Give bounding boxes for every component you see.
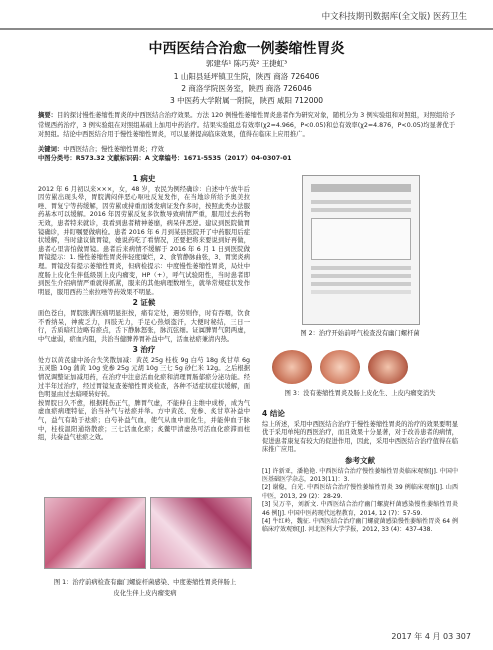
- article-title: 中西医结合治愈一例萎缩性胃炎: [148, 41, 345, 57]
- figure-1-caption-line-1: 图 1：治疗前病检查有幽门螺旋杆菌感染、中度萎缩性胃炎伴肠上: [53, 579, 237, 586]
- right-column: [262, 360, 458, 535]
- section-1-text: 2012 年 6 月初以来×××，女，48 岁，农民为例经确诊：自述中午放牛后因劳累出现头晕，胃脘满闷伴恶心呕吐反复发作，在当地诊所给予奥美拉唑、胃复宁等药缓解，因劳累或持重而诱发病证发作多时，按照此类办法服药基本可以缓解。2016 年因劳累反复多饮数导致病情严重，服用过去药物无效，患者特来就诊，我看到患者精神萎靡，病呆伴恶逆。建议到医院做胃镜确诊，并盯嘱要做病检。患者 2016 年 6 月到某县医院开了中药服用后症状缓解，当时建议做胃镜，她说药吃了看情况，还要把将来要说到好再做，患者心里害怕做胃镜。患者后来病情不缓解于 2016 年 6 月 1 日到医院做胃镜提示：1. 慢性萎缩性胃炎伴轻度糜烂，2、食管静脉曲张，3、胃窦炎病理。胃镜没有提示萎缩性胃炎，但病检提示：中度慢性萎缩性胃炎，局灶中度肠上皮化生伴低级别上皮内瘤变，HP（+），呼气试验阳性，当时患者即到医生介绍病情严重就得抓紧，服来的其他病理数增生，就举常规症状发作明显，服用西药兰索拉唑等药效果不明显。: [38, 185, 250, 296]
- section-3-text: 处方以黄芪建中汤合失笑散加减：黄芪 25g 桂枝 9g 白芍 18g 炙甘草 6g 五灵脂 10g 蒲黄 10g 党参 25g 元胡 10g 三七 5g 砂仁米 12g。之后根据情况调整证加减用药，在治疗中注意活血化瘀和清理胃肠郁瘀分泌功能。经过半年过治疗，经过胃镜复查萎缩性胃炎检查，各种不适症状症状缓解，面色明显由过去暗哑转好转。: [38, 356, 250, 399]
- reference-1: [1] 许新亚，潘艳艳. 中西医结合治疗慢性萎缩性胃炎临床观察[J]. 中国中医基础医学杂志，2013(11)：3.: [262, 467, 458, 483]
- endoscopy-image-1: [272, 350, 312, 384]
- classification-meta: 中图分类号：R573.32 文献标识码：A 文章编号：1671-5535（2017）04-0307-01: [38, 155, 292, 162]
- endoscopy-image-2: [320, 350, 360, 384]
- section-4-text: 综上所述，采用中西医结合治疗于慢性萎缩性胃炎的治疗的效果要明显优于采用单纯的西医治疗，而且效果十分显著，对于改善患者的病情，促进患者康复有较大的促进作用，因此，采用中西医结合治疗值得在临床推广应用。: [262, 420, 458, 454]
- figure-2-caption: 图 2：治疗开始前呼气检查没有幽门螺杆菌: [300, 330, 420, 337]
- affiliation-2: 2 商洛学院医务室，陕西 商洛 726046: [181, 84, 312, 93]
- affiliation-1: 1 山阳县延坪镇卫生院，陕西 商洛 726406: [173, 72, 320, 81]
- figure-1-right-image: [150, 497, 252, 569]
- page-footer: 2017 年 4 月 03 307: [391, 632, 471, 641]
- abstract-label: 摘要：: [38, 112, 58, 119]
- affiliation-3: 3 中医药大学附属一附院，陕西 咸阳 712000: [169, 96, 324, 105]
- endoscopy-image-3: [368, 350, 408, 384]
- reference-4: [4] 牛红岭，魏征. 中西医结合治疗幽门螺旋菌感染慢性萎缩性胃炎 64 例临床疗效观察[J]. 河北医科大学学报，2012, 33 (4)：437-438.: [262, 518, 458, 534]
- figure-2-image: [302, 175, 420, 325]
- section-4-title: 4 结论: [262, 409, 285, 418]
- left-column: [38, 173, 250, 443]
- keywords-block: [38, 145, 455, 163]
- keywords-text: 中西医结合；慢性萎缩性胃炎；疗效: [63, 146, 164, 153]
- reference-3: [3] 吴万辛，刘新文. 中西医结合治疗幽门螺旋杆菌感染慢性萎缩性胃炎 46 例[J]. 中国中医药现代远程教育，2014, 12 (7)：57-59.: [262, 501, 458, 517]
- figure-3-image: [262, 360, 458, 408]
- keywords-label: 关键词：: [38, 146, 64, 153]
- section-3-title: 3 治疗: [132, 345, 156, 355]
- authors: 郭建华¹ 陈巧英² 王捷虹³: [205, 59, 288, 68]
- reference-2: [2] 谢稳，白光. 中西医结合治疗慢性萎缩性胃炎 39 例临床观察[J]. 山西中医，2013, 29 (2)：28-29.: [262, 484, 458, 500]
- section-3-text-2: 按胃脘日久不愈，根据耗伤正气，脾胃气虚，不能伸自主维中成桥，成为气虚血瘀病理特征，治当补气与祛瘀并举。方中黄芪、党参、炙甘草补益中气，益气有助于祛瘀；白芍补益气血，使气从血中而化生，并能伸血于脉中，桂枝温阳通络散瘀；三七活血化瘀；炙鳖甲清虚热可活血化瘀滞而柱组，共奏益气祛瘀之效。: [38, 399, 250, 442]
- figure-1-caption-line-2: 皮化生伴上皮内瘤变病: [113, 590, 177, 597]
- section-2-text: 面色苍白，胃脘胀满压痛明显拒按，痛有定处，遇劳则作，时有吞咽，饮食不香纳呆，神疲乏力，四肢无力，手足心热烦盗汗，大便时秘结，三日一行，舌质暗红边略有瘀点，舌下静脉怒张，脉沉弦细。证属脾胃气阴两虚，中气虚弱，瘀血内阻，共治当健脾养胃补益中气，活血祛瘀兼清内热。: [38, 309, 250, 343]
- figure-1-left-image: [44, 497, 146, 569]
- references-title: 参考文献: [345, 455, 375, 465]
- header-rule: [0, 28, 493, 30]
- figure-3-caption: 图 3：没有萎缩性胃炎及肠上皮化生、上皮内瘤变消失: [284, 390, 436, 397]
- journal-header: 中文科技期刊数据库(全文版) 医药卫生: [321, 12, 467, 22]
- section-1-title: 1 病史: [132, 174, 156, 183]
- section-2-title: 2 证候: [132, 298, 156, 308]
- abstract: [38, 111, 455, 140]
- page-header: [0, 4, 493, 26]
- abstract-text: 目的探讨慢性萎缩性胃炎的中西医结合治疗效果。方法 120 例慢性萎缩性胃炎患者作为研究对象，随机分为 3 例实验组和对照组，对照组给予常规西药治疗，3 例实验组在对照组基础上加用中药治疗。结果实验组总有效率(χ2=4.966，P<0.05)和总有效率(χ2=4.876，P<0.05)均显著优于对照组。结论中西医结合用于慢性萎缩性胃炎，可以显著提高临床效果，值得在临床上应用推广。: [38, 112, 455, 139]
